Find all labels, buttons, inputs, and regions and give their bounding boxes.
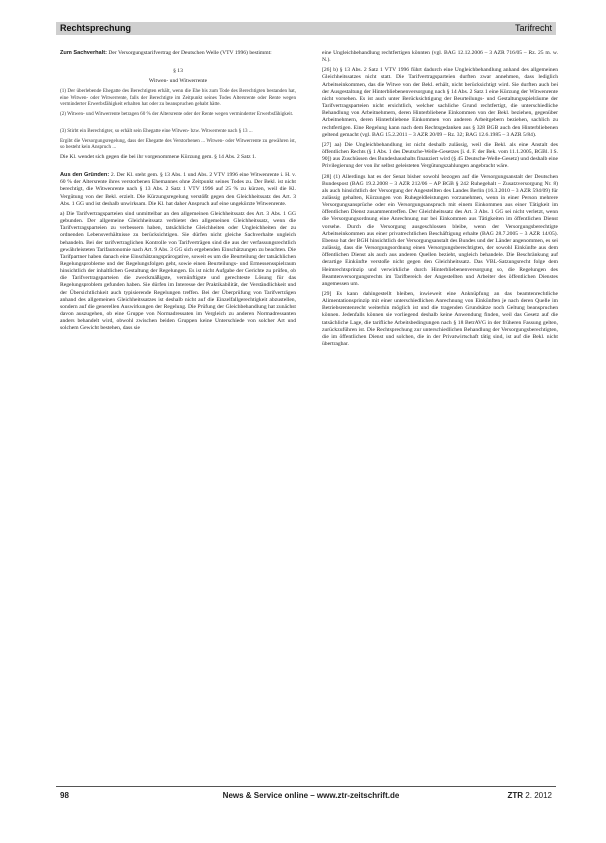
reasons-text: 2. Der Kl. steht gem. § 13 Abs. 1 und Abs. 2 VTV 1996 eine Witwenrente i. H. v. 60 % der Altersrente ihres verstorbenen Ehemannes ohne Zeitpunkt seines Todes zu. Der Bekl. ist nicht berechtigt, die Witwenrente nach § 13 Abs. 2 Satz 1 VTV 1996 auf 25 % zu kürzen, weil die Kl. Vergütung von der Bekl. erzielt. Die Kürzungsregelung verstößt gegen den Gleichheitssatz des Art. 3 Abs. 1 GG und ist deshalb unwirksam. Die Kl. hat daher Anspruch auf eine ungekürzte Witwenrente. [60,172,296,207]
quote-paragraph-4: Ergibt die Versorgungsregelung, dass der Ehegatte des Verstorbenen ... Witwen- oder Witwerrente zu gewähren ist, so besteht kein Anspruch ... [60,137,296,151]
quote-paragraph-2: (2) Witwen- und Witwerrente betragen 60 % der Altersrente oder der Rente wegen verminderter Erwerbsfähigkeit. [60,110,294,117]
right-paragraph-1: eine Ungleichbehandlung rechtfertigen könnten (vgl. BAG 12.12.2006 – 3 AZR 716/05 – Rz. 25 m. w. N.). [322,50,558,64]
quote-paragraph-3: (3) Stirbt ein Berechtigter, so erhält sein Ehegatte eine Witwen- bzw. Witwerrente nach § 13 ... [60,128,253,135]
intro-lead: Zum Sachverhalt: [60,50,107,56]
paragraph-number: § 13 [173,68,183,75]
reasons-paragraph [60,172,296,208]
quote-paragraph-1: (1) Der überlebende Ehegatte des Berechtigten erhält, wenn die Ehe bis zum Tode des Berechtigten bestanden hat, eine Witwen- oder Witwerrente, falls der Berechtigte im Zeitpunkt seines Todes Altersrente oder Rente wegen verminderter Erwerbsfähigkeit erhalten hat oder zu beanspruchen gehabt hätte. [60,88,296,108]
magazine-line: News & Service online – www.ztr-zeitschrift.de [222,791,400,800]
claim-paragraph: Die Kl. wendet sich gegen die bei ihr vorgenommene Kürzung gem. § 14 Abs. 2 Satz 1. [60,153,257,160]
right-paragraph-3: [27] aa) Die Ungleichbehandlung ist nicht deshalb zulässig, weil die Bekl. als eine Anstalt des öffentlichen Rechts (§ 1 Abs. 1 des Deutsche-Welle-Gesetzes [i. d. F. der Bek. vom 11.1.2005, BGBl. I S. 90]) aus Zuschüssen des Bundeshaushalts finanziert wird (§ 45 Deutsche-Welle-Gesetz) und deshalb eine Privilegierung der von ihr selbst geleisteten Vergütungszahlungen angebracht wäre. [322,141,558,170]
right-paragraph-4: [28] (1) Allerdings hat es der Senat bisher sowohl bezogen auf die Versorgungsanstalt der Deutschen Bundespost (BAG 19.2.2008 – 3 AZR 212/06 – AP BGB § 242 Ruhegehalt – Zusatzversorgung Nr. 8) als auch hinsichtlich der Versorgung der Angestellten des Landes Berlin (16.3.2010 – 3 AZR 594/09) für zulässig gehalten, Kürzungen von Ruhegeldleistungen vorzunehmen, wenn in einer Person mehrere Versorgungsansprüche oder ein Versorgungsanspruch mit einem Einkommen aus einer Tätigkeit im öffentlichen Dienst zusammentreffen. Der Gleichheitssatz des Art. 3 Abs. 1 GG sei nicht verletzt, wenn die Versorgungsordnung eine Anrechnung nur bei Einkommen aus Tätigkeiten im öffentlichen Dienst vorsehe. Durch die Versorgung ausgeschlossen bleibe, wenn der Versorgungsberechtigte Arbeitseinkommen aus einer privatrechtlichen Beschäftigung erhalte (BAG 28.7.2005 – 3 AZR 14/05). Ebenso hat der BGH hinsichtlich der Versorgungsanstalt des Bundes und der Länder angenommen, es sei zulässig, dass die Versorgungsordnung einen Versorgungsberechtigten, der sowohl Einkünfte aus dem öffentlichen Dienst als auch aus anderen Quellen bezieht, ungleich behandele. Die Beschränkung auf derartige Einkünfte verstoße nicht gegen den Gleichheitssatz. Das VBL-Satzungsrecht folge dem Heimrechtsprinzip und verwirkliche durch Hinterbliebenenversorgung so, die Regelungen des Beamtenversorgungsrechts im Tarifbereich der Angestellten und Arbeiter des öffentlichen Dienstes angemessen um. [322,173,558,287]
intro-text: Der Versorgungstarifvertrag der Deutschen Welle (VTV 1996) bestimmt: [108,50,272,56]
right-paragraph-2: [26] b) § 13 Abs. 2 Satz 1 VTV 1996 führt dadurch eine Ungleichbehandlung anhand des allgemeinen Gleichheitssatzes nicht statt. Die Tarifvertragsparteien durften zwar annehmen, dass lediglich Arbeitseinkommen, das die Witwe von der Bekl. erhält, nicht berücksichtigt wird. Sie durften auch bei der Ausgestaltung der Hinterbliebenenversorgung nach § 14 Abs. 2 Satz 1 eine Kürzung der Witwenrente nicht vorsehen. Es ist auch unter Berücksichtigung der Beurteilungs- und Gestaltungsspielräume der Tarifvertragsparteien nicht ersichtlich, welcher sachliche Grund rechtfertigt, die unterschiedliche Behandlung von Arbeitnehmern, deren Hinterbliebene Einkommen von der Bekl. beziehen, gegenüber Arbeitnehmern, deren Hinterbliebene Einkommen von anderen Arbeitgebern beziehen, sachlich zu rechtfertigen. Eine Regelung kann nach dem Rechtsgedanken aus § 328 BGB auch den Hinterbliebenen geltend gemacht (vgl. BAG 15.2.2011 – 3 AZR 20/09 – Rz. 32; BAG 12.6.1985 – 3 AZR 5/84). [322,67,558,138]
reasons-lead: Aus den Gründen: [60,172,110,179]
footer-rule [56,786,556,787]
issue-number: 2. 2012 [525,791,552,800]
category-title: Tarifrecht [514,23,552,33]
intro-paragraph [60,50,296,57]
body-paragraph: a) Die Tarifvertragsparteien sind unmittelbar an den allgemeinen Gleichheitssatz des Art. 3 Abs. 1 GG gebunden. Der allgemeine Gleichheitssatz verbietet den allgemeinen Gleichheitssatz, wenn die Tarifvertragsparteien zu verbessern haben, tatsächliche Gleichheiten oder Ungleichheiten der zu ordnenden Lebensverhältnisse zu berücksichtigen. Sie dürfen nicht gleiche Sachverhalte ungleich behandeln. Bei der tarifvertraglichen Kontrolle von Tarifverträgen sind die aus der verfassungsrechtlich gewährleisteten Tarifautonomie nach Art. 9 Abs. 3 GG sich ergebenden Einschätzungen zu beachten. Die Tarifpartner haben danach eine Einschätzungsprärogative, soweit es um die Beurteilung der tatsächlichen Regelungsprobleme und der Regelungsfolgen geht, sowie einen Beurteilungs- und Ermessensspielraum hinsichtlich der inhaltlichen Gestaltung der Regelungen. Es ist nicht Aufgabe der Gerichte zu prüfen, ob die Tarifvertragsparteien die zweckmäßigste, vernünftigste und gerechteste Lösung für das Regelungsproblem gefunden haben. Sie dürfen im Interesse der Praktikabilität, der Verständlichkeit und der Übersichtlichkeit auch typisierende Regelungen treffen. Bei der Überprüfung von Tarifverträgen anhand des allgemeinen Gleichheitssatzes ist deshalb nicht auf die Einzelfallgerechtigkeit abzustellen, sondern auf die generellen Auswirkungen der Regelung. Die Prüfung der Gleichbehandlung hat zunächst davon auszugehen, ob eine Gruppe von Normadressaten im Vergleich zu anderen Normadressanten anders behandelt wird, obwohl zwischen beiden Gruppen keine Unterschiede von solcher Art und solchem Gewicht bestehen, dass sie [60,210,296,332]
journal-issue [508,791,553,800]
section-title: Rechtsprechung [60,23,132,33]
left-column [60,50,296,782]
paragraph-title: Witwen- und Witwerrente [148,78,208,85]
page-number: 98 [60,791,69,800]
journal-name: ZTR [507,791,524,800]
right-column [322,50,558,782]
right-paragraph-5: [29] Es kann dahingestellt bleiben, inwieweit eine Anknüpfung an das beamtenrechtliche Alimentationsprinzip mit einer unterschiedlichen Anrechnung von Einkünften je nach deren Quelle im Betriebsrentenrecht weiterhin möglich ist und die tragenden Grundsätze noch Geltung beanspruchen können. Jedenfalls können sie vorliegend deshalb keine Anwendung finden, weil das Gesetz auf die tatsächliche Lage, die tarifliche Arbeitsbedingungen nach § 18 BetrAVG in der früheren Fassung gelten, zurückzuführen ist. Die Rechtsprechung zur unterschiedlichen Behandlung der Versorgungsberechtigten, die im öffentlichen Dienst und solchen, die in der Privatwirtschaft tätig sind, ist auf die Bekl. nicht übertragbar. [322,291,558,348]
